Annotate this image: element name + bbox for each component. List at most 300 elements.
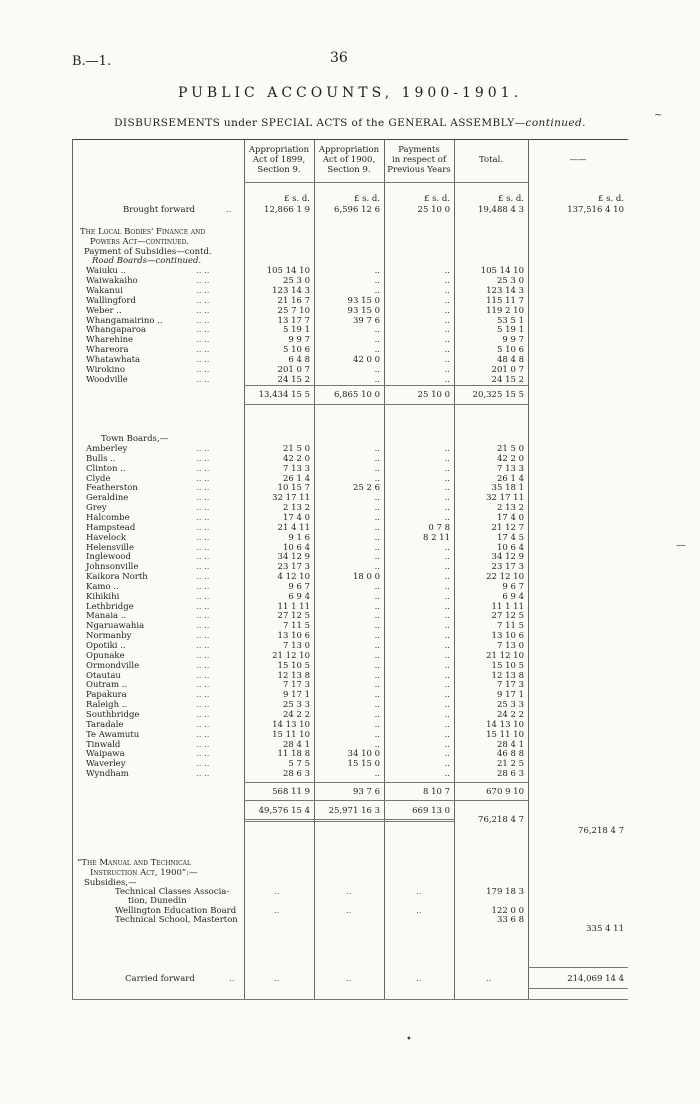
- town-board-c2: ..: [374, 453, 380, 464]
- col-header-blank: ——: [569, 155, 587, 165]
- road-board-c1: 123 14 3: [272, 285, 310, 296]
- road-board-row: [0, 335, 700, 345]
- road-board-leader-dots: .. ..: [196, 365, 210, 375]
- section-code: B.—1.: [72, 54, 112, 69]
- road-total-c4: 20,325 15 5: [472, 390, 524, 400]
- town-board-row: [0, 759, 700, 769]
- town-board-name: Te Awamutu: [86, 729, 140, 740]
- town-board-c1: 15 10 5: [277, 660, 310, 671]
- town-board-c2: ..: [374, 503, 380, 514]
- town-board-name: Kihikihi: [86, 591, 120, 602]
- road-board-c3: ..: [444, 365, 450, 375]
- margin-mark-top: ~: [654, 110, 663, 121]
- town-board-c4: 27 12 5: [491, 611, 524, 622]
- town-board-c3: ..: [444, 660, 450, 671]
- act-heading-line1: The Local Bodies' Finance and: [80, 227, 206, 237]
- town-board-leader-dots: .. ..: [196, 503, 210, 514]
- town-board-c2: ..: [374, 631, 380, 642]
- town-board-name: Ormondville: [86, 660, 140, 671]
- town-board-c4: 6 9 4: [502, 591, 524, 602]
- town-board-c2: 25 2 6: [352, 483, 380, 494]
- road-board-c4: 53 5 1: [496, 315, 524, 326]
- road-boards-heading: Road Boards—continued.: [92, 256, 202, 266]
- town-board-name: Opotiki ..: [86, 641, 126, 651]
- town-board-name: Manaia ..: [86, 611, 127, 622]
- town-total-c2: 93 7 6: [352, 787, 380, 797]
- units-c4: £ s. d.: [497, 194, 524, 204]
- road-board-row: [0, 375, 700, 385]
- town-board-leader-dots: .. ..: [196, 729, 210, 740]
- town-board-c2: ..: [374, 552, 380, 563]
- table-bottom-rule: [72, 999, 628, 1000]
- town-board-c3: ..: [444, 621, 450, 632]
- town-board-c3: ..: [444, 650, 450, 661]
- manual-act-total: 335 4 11: [586, 924, 624, 934]
- town-board-row: [0, 730, 700, 740]
- town-board-name: Normanby: [86, 631, 132, 642]
- town-board-name: Clinton ..: [86, 463, 126, 474]
- road-board-c3: ..: [444, 355, 450, 366]
- road-board-name: Wallingford: [86, 295, 136, 306]
- road-board-c1: 21 16 7: [277, 295, 310, 306]
- town-board-c3: ..: [444, 719, 450, 730]
- road-board-c1: 105 14 10: [266, 266, 310, 276]
- road-board-c3: ..: [444, 295, 450, 306]
- manual-item-2: Wellington Education Board .. .. .. 122 0 0: [115, 906, 524, 916]
- road-board-name: Wharehine: [86, 335, 134, 346]
- town-board-c2: ..: [374, 444, 380, 454]
- town-board-c4: 21 5 0: [496, 444, 524, 454]
- town-board-c3: 0 7 8: [428, 522, 450, 533]
- carried-forward-label: Carried forward: [125, 974, 195, 984]
- town-board-c1: 6 9 4: [288, 591, 310, 602]
- road-board-row: [0, 355, 700, 365]
- road-board-leader-dots: .. ..: [196, 325, 210, 336]
- road-board-leader-dots: .. ..: [196, 315, 210, 326]
- road-board-name: Whareora: [86, 345, 129, 356]
- road-total-underline: [244, 404, 528, 405]
- road-board-c1: 25 3 0: [282, 275, 310, 286]
- road-board-c4: 25 3 0: [496, 275, 524, 286]
- town-board-c3: ..: [444, 759, 450, 770]
- town-board-row: [0, 562, 700, 572]
- road-board-c2: ..: [374, 266, 380, 276]
- town-board-row: [0, 671, 700, 681]
- town-board-row: [0, 631, 700, 641]
- town-board-name: Johnsonville: [86, 562, 139, 573]
- town-board-c3: ..: [444, 552, 450, 563]
- town-board-c1: 12 13 8: [277, 670, 310, 681]
- road-board-c1: 9 9 7: [288, 335, 310, 346]
- road-board-row: [0, 296, 700, 306]
- currency-units-row: [0, 194, 700, 204]
- town-board-leader-dots: .. ..: [196, 709, 210, 720]
- town-board-c4: 12 13 8: [491, 670, 524, 681]
- manual-item-3: Technical School, Masterton 33 6 8: [115, 915, 524, 925]
- town-board-c4: 21 12 7: [491, 522, 524, 533]
- road-board-c2: ..: [374, 275, 380, 286]
- grand-total-c3: 669 13 0: [412, 806, 450, 816]
- road-board-c4: 123 14 3: [486, 285, 524, 296]
- town-board-c3: ..: [444, 512, 450, 523]
- road-board-row: [0, 345, 700, 355]
- town-board-leader-dots: .. ..: [196, 562, 210, 573]
- town-board-name: Raleigh ..: [86, 700, 128, 711]
- town-board-c1: 27 12 5: [277, 611, 310, 622]
- col-header-1900: Appropriation Act of 1900, Section 9.: [318, 145, 380, 175]
- town-board-c1: 10 15 7: [277, 483, 310, 494]
- town-board-c1: 7 17 3: [282, 680, 310, 691]
- road-board-name: Wakanui: [86, 285, 123, 296]
- town-board-c1: 21 4 11: [277, 522, 310, 533]
- town-board-leader-dots: .. ..: [196, 532, 210, 543]
- town-board-c1: 9 17 1: [282, 690, 310, 701]
- town-board-c1: 10 6 4: [282, 542, 310, 553]
- town-board-row: [0, 720, 700, 730]
- town-board-c3: ..: [444, 709, 450, 720]
- town-board-c1: 4 12 10: [277, 572, 310, 583]
- town-board-c2: ..: [374, 542, 380, 553]
- town-board-c4: 7 13 0: [496, 641, 524, 651]
- town-board-c4: 14 13 10: [486, 719, 524, 730]
- town-board-name: Amberley: [86, 444, 128, 454]
- road-board-c4: 9 9 7: [502, 335, 524, 346]
- town-board-c1: 17 4 0: [282, 512, 310, 523]
- town-board-c1: 13 10 6: [277, 631, 310, 642]
- road-board-c3: ..: [444, 275, 450, 286]
- town-board-c2: ..: [374, 621, 380, 632]
- town-board-name: Ngaruawahia: [86, 621, 145, 632]
- town-board-c3: ..: [444, 631, 450, 642]
- town-board-row: [0, 700, 700, 710]
- manual-act-line2: Instruction Act, 1900”:—: [90, 868, 198, 878]
- margin-mark-mid: —: [676, 540, 686, 551]
- road-board-row: [0, 266, 700, 276]
- town-board-c4: 7 11 5: [496, 621, 524, 632]
- town-board-leader-dots: .. ..: [196, 601, 210, 612]
- town-board-c3: ..: [444, 444, 450, 454]
- town-board-row: [0, 572, 700, 582]
- town-board-row: [0, 621, 700, 631]
- town-board-name: Bulls ..: [86, 453, 116, 464]
- town-board-c2: ..: [374, 611, 380, 622]
- road-board-row: [0, 306, 700, 316]
- road-board-leader-dots: .. ..: [196, 345, 210, 356]
- col-header-1899: Appropriation Act of 1899, Section 9.: [248, 145, 310, 175]
- town-board-c3: ..: [444, 769, 450, 780]
- town-board-leader-dots: .. ..: [196, 690, 210, 701]
- town-board-c3: ..: [444, 680, 450, 691]
- town-board-c4: 22 12 10: [486, 572, 524, 583]
- town-board-c4: 11 1 11: [491, 601, 524, 612]
- town-board-c4: 28 4 1: [496, 739, 524, 750]
- page-subtitle: [0, 117, 700, 129]
- road-board-c4: 119 2 10: [486, 305, 524, 316]
- town-board-row: [0, 533, 700, 543]
- town-board-leader-dots: .. ..: [196, 631, 210, 642]
- town-board-c3: ..: [444, 670, 450, 681]
- road-board-c3: ..: [444, 285, 450, 296]
- town-board-c1: 7 11 5: [282, 621, 310, 632]
- town-board-c4: 46 8 8: [496, 749, 524, 760]
- town-board-c1: 24 2 2: [282, 709, 310, 720]
- town-total-underline: [244, 800, 528, 801]
- road-board-c2: ..: [374, 365, 380, 375]
- town-board-c1: 21 5 0: [282, 444, 310, 454]
- town-board-c1: 11 1 11: [277, 601, 310, 612]
- town-board-c2: ..: [374, 522, 380, 533]
- grand-total-c5-row: [0, 826, 700, 836]
- town-boards-heading: Town Boards,—: [101, 434, 169, 444]
- town-board-c4: 17 4 0: [496, 512, 524, 523]
- town-board-name: Geraldine: [86, 493, 129, 504]
- town-board-c2: ..: [374, 769, 380, 780]
- town-board-c1: 7 13 3: [282, 463, 310, 474]
- town-board-c4: 23 17 3: [491, 562, 524, 573]
- road-board-c2: 39 7 6: [352, 315, 380, 326]
- town-board-c3: ..: [444, 729, 450, 740]
- town-board-row: [0, 523, 700, 533]
- town-board-c1: 23 17 3: [277, 562, 310, 573]
- subtitle-continued: continued.: [525, 117, 586, 129]
- road-board-row: [0, 325, 700, 335]
- town-board-name: Kamo ..: [86, 581, 119, 592]
- town-board-name: Kaikora North: [86, 572, 148, 583]
- units-c3: £ s. d.: [423, 194, 450, 204]
- town-board-c3: ..: [444, 749, 450, 760]
- town-board-c3: ..: [444, 572, 450, 583]
- road-board-name: Weber ..: [86, 305, 122, 316]
- town-total-c3: 8 10 7: [422, 787, 450, 797]
- manual-act-line1: “The Manual and Technical: [77, 858, 192, 868]
- town-board-name: Waipawa: [86, 749, 125, 760]
- town-board-leader-dots: .. ..: [196, 473, 210, 484]
- town-board-leader-dots: .. ..: [196, 444, 210, 454]
- road-board-leader-dots: .. ..: [196, 275, 210, 286]
- units-c1: £ s. d.: [283, 194, 310, 204]
- margin-dot: •: [406, 1034, 412, 1045]
- road-board-c2: ..: [374, 285, 380, 296]
- town-board-c4: 17 4 5: [496, 532, 524, 543]
- column-header-rule: [244, 182, 528, 183]
- town-board-c3: ..: [444, 581, 450, 592]
- road-board-name: Whangaparoa: [86, 325, 147, 336]
- town-board-c2: ..: [374, 690, 380, 701]
- town-board-c1: 26 1 4: [282, 473, 310, 484]
- road-board-row: [0, 316, 700, 326]
- town-board-c3: ..: [444, 562, 450, 573]
- town-board-c2: ..: [374, 660, 380, 671]
- bf-c3: 25 10 0: [417, 205, 450, 215]
- road-board-c1: 5 10 6: [282, 345, 310, 356]
- road-board-leader-dots: .. ..: [196, 266, 210, 276]
- road-board-c3: ..: [444, 266, 450, 276]
- road-board-c2: ..: [374, 374, 380, 385]
- town-board-c1: 28 6 3: [282, 769, 310, 780]
- payment-heading: Payment of Subsidies—contd.: [84, 247, 212, 257]
- town-board-leader-dots: .. ..: [196, 591, 210, 602]
- town-board-leader-dots: .. ..: [196, 483, 210, 494]
- town-board-row: [0, 661, 700, 671]
- town-board-c4: 9 6 7: [502, 581, 524, 592]
- grand-total-c5: 76,218 4 7: [578, 826, 624, 836]
- road-total-c1: 13,434 15 5: [258, 390, 310, 400]
- town-board-leader-dots: .. ..: [196, 581, 210, 592]
- town-board-c2: ..: [374, 493, 380, 504]
- town-board-c1: 9 1 6: [288, 532, 310, 543]
- town-board-c1: 42 2 0: [282, 453, 310, 464]
- town-board-row: [0, 503, 700, 513]
- town-board-c2: 15 15 0: [347, 759, 380, 770]
- town-board-name: Helensville: [86, 542, 135, 553]
- town-board-leader-dots: .. ..: [196, 719, 210, 730]
- road-board-c4: 201 0 7: [491, 365, 524, 375]
- town-board-name: Papakura: [86, 690, 127, 701]
- town-board-row: [0, 444, 700, 454]
- town-board-c3: 8 2 11: [422, 532, 450, 543]
- road-board-c1: 5 19 1: [282, 325, 310, 336]
- town-board-row: [0, 651, 700, 661]
- town-board-name: Clyde: [86, 473, 111, 484]
- act-heading-line2: Powers Act—continued.: [90, 237, 190, 247]
- town-subtotal-rule: [244, 782, 528, 783]
- town-board-c2: ..: [374, 591, 380, 602]
- town-board-name: Southbridge: [86, 709, 140, 720]
- town-board-c4: 2 13 2: [496, 503, 524, 514]
- road-board-leader-dots: .. ..: [196, 295, 210, 306]
- town-board-name: Grey: [86, 503, 107, 514]
- town-board-c2: 34 10 0: [347, 749, 380, 760]
- town-board-c4: 21 2 5: [496, 759, 524, 770]
- road-board-c4: 5 10 6: [496, 345, 524, 356]
- town-board-c4: 25 3 3: [496, 700, 524, 711]
- town-board-c2: ..: [374, 562, 380, 573]
- town-board-c2: ..: [374, 532, 380, 543]
- town-board-c4: 15 11 10: [486, 729, 524, 740]
- town-board-leader-dots: .. ..: [196, 660, 210, 671]
- town-board-c3: ..: [444, 493, 450, 504]
- road-board-row: [0, 286, 700, 296]
- road-board-c4: 115 11 7: [486, 295, 524, 306]
- town-board-c1: 14 13 10: [272, 719, 310, 730]
- town-board-c1: 21 12 10: [272, 650, 310, 661]
- town-board-c4: 35 18 1: [491, 483, 524, 494]
- town-board-c4: 26 1 4: [496, 473, 524, 484]
- town-board-c4: 42 2 0: [496, 453, 524, 464]
- town-board-c2: ..: [374, 641, 380, 651]
- town-board-leader-dots: .. ..: [196, 453, 210, 464]
- grand-total-c1: 49,576 15 4: [258, 806, 310, 816]
- road-board-c1: 13 17 7: [277, 315, 310, 326]
- town-board-leader-dots: .. ..: [196, 769, 210, 780]
- town-board-leader-dots: .. ..: [196, 680, 210, 691]
- town-board-row: [0, 592, 700, 602]
- bf-c5: 137,516 4 10: [567, 205, 624, 215]
- town-board-leader-dots: .. ..: [196, 463, 210, 474]
- town-board-c2: ..: [374, 463, 380, 474]
- town-board-row: [0, 513, 700, 523]
- town-board-c3: ..: [444, 700, 450, 711]
- page-title: PUBLIC ACCOUNTS, 1900-1901.: [177, 85, 523, 101]
- town-board-c3: ..: [444, 601, 450, 612]
- town-board-c1: 28 4 1: [282, 739, 310, 750]
- road-board-leader-dots: .. ..: [196, 305, 210, 316]
- town-board-row: [0, 769, 700, 779]
- road-board-c2: ..: [374, 345, 380, 356]
- town-board-leader-dots: .. ..: [196, 493, 210, 504]
- town-board-c1: 11 18 8: [277, 749, 310, 760]
- town-board-c1: 32 17 11: [272, 493, 310, 504]
- town-board-c3: ..: [444, 739, 450, 750]
- road-board-leader-dots: .. ..: [196, 335, 210, 346]
- grand-total-c4-row: [0, 815, 700, 825]
- town-board-c4: 13 10 6: [491, 631, 524, 642]
- town-board-leader-dots: .. ..: [196, 572, 210, 583]
- road-board-c4: 48 4 8: [496, 355, 524, 366]
- town-board-row: [0, 749, 700, 759]
- town-board-leader-dots: .. ..: [196, 611, 210, 622]
- town-board-row: [0, 611, 700, 621]
- town-board-leader-dots: .. ..: [196, 759, 210, 770]
- town-board-leader-dots: .. ..: [196, 621, 210, 632]
- town-board-c4: 24 2 2: [496, 709, 524, 720]
- col-header-total: Total.: [478, 155, 504, 165]
- road-board-c2: ..: [374, 335, 380, 346]
- road-totals-row: [0, 390, 700, 400]
- town-board-c3: ..: [444, 463, 450, 474]
- road-board-row: [0, 365, 700, 375]
- town-board-c1: 34 12 9: [277, 552, 310, 563]
- town-totals-row: [0, 787, 700, 797]
- col-header-previous: Payments in respect of Previous Years: [387, 145, 451, 175]
- town-board-c2: 18 0 0: [352, 572, 380, 583]
- town-board-c4: 34 12 9: [491, 552, 524, 563]
- brought-forward-row: Brought forward .. 12,866 1 9 6,596 12 6 25 10 0 19,488 4 3 137,516 4 10: [123, 205, 624, 215]
- town-total-c1: 568 11 9: [272, 787, 310, 797]
- town-board-c4: 28 6 3: [496, 769, 524, 780]
- town-board-leader-dots: .. ..: [196, 700, 210, 711]
- town-board-name: Featherston: [86, 483, 138, 494]
- town-board-c2: ..: [374, 739, 380, 750]
- brought-forward-label: Brought forward: [123, 205, 196, 215]
- subsidies-heading: Subsidies,—: [84, 878, 137, 888]
- town-board-name: Halcombe: [86, 512, 130, 523]
- town-board-name: Hampstead: [86, 522, 136, 533]
- road-total-c3: 25 10 0: [417, 390, 450, 400]
- town-board-c3: ..: [444, 483, 450, 494]
- town-board-name: Waverley: [86, 759, 126, 770]
- carried-forward-row: Carried forward .. .. .. .. .. 214,069 14 4: [125, 974, 624, 984]
- town-board-row: [0, 690, 700, 700]
- carried-rule: [528, 967, 628, 968]
- road-board-name: Wirokino: [86, 365, 125, 375]
- town-board-c4: 15 10 5: [491, 660, 524, 671]
- town-board-c2: ..: [374, 680, 380, 691]
- town-board-leader-dots: .. ..: [196, 670, 210, 681]
- road-total-c2: 6,865 10 0: [334, 390, 380, 400]
- carried-forward-c5: 214,069 14 4: [567, 974, 624, 984]
- town-board-c4: 21 12 10: [486, 650, 524, 661]
- town-board-row: [0, 602, 700, 612]
- town-board-name: Outram ..: [86, 680, 128, 691]
- road-board-name: Whatawhata: [86, 355, 141, 366]
- town-board-c1: 9 6 7: [288, 581, 310, 592]
- town-board-row: [0, 710, 700, 720]
- road-board-c2: 93 15 0: [347, 295, 380, 306]
- road-board-c3: ..: [444, 325, 450, 336]
- town-board-c1: 7 13 0: [282, 641, 310, 651]
- town-board-c2: ..: [374, 700, 380, 711]
